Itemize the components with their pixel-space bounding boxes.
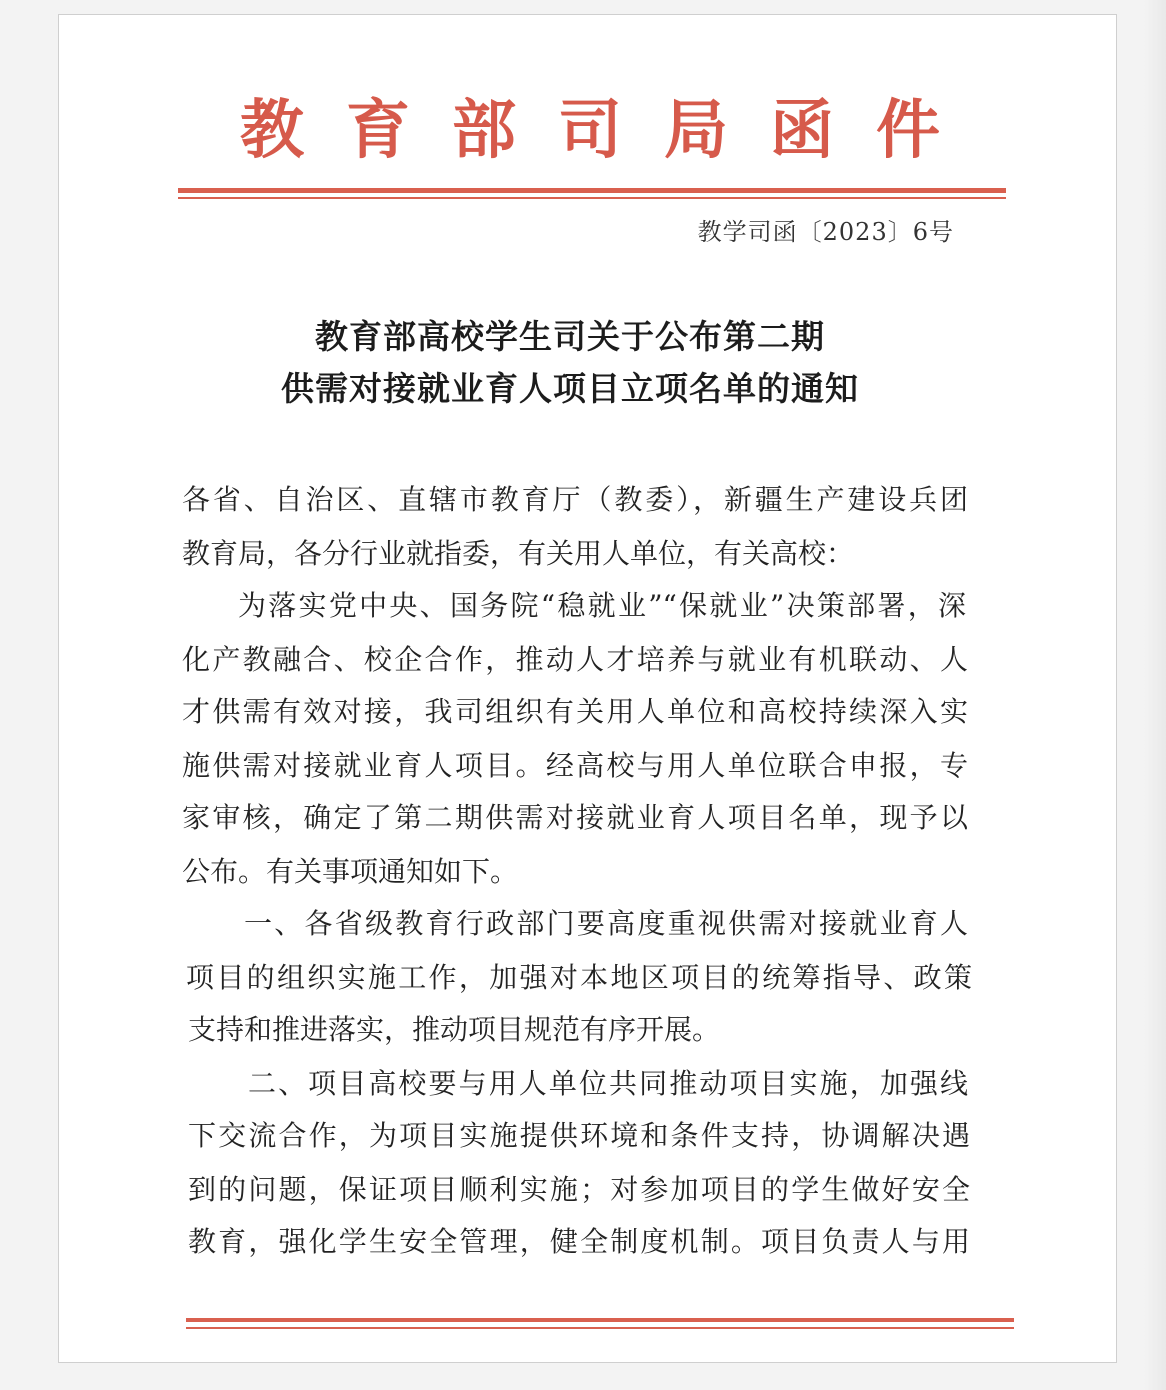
letterhead-char: 教 <box>240 94 304 168</box>
document-title-line-1: 教育部高校学生司关于公布第二期 <box>315 317 825 356</box>
body-text-line: 才供需有效对接，我司组织有关用人单位和高校持续深入实 <box>182 695 968 728</box>
body-text-line: 项目的组织实施工作，加强对本地区项目的统筹指导、政策 <box>186 961 972 994</box>
letterhead-char: 育 <box>346 94 410 168</box>
letterhead-char: 件 <box>876 94 940 168</box>
body-text-line: 到的问题，保证项目顺利实施；对参加项目的学生做好安全 <box>188 1173 970 1206</box>
body-text-line: 化产教融合、校企合作，推动人才培养与就业有机联动、人 <box>182 643 968 676</box>
footer-rule-thin <box>186 1327 1014 1329</box>
body-text-line: 教育，强化学生安全管理，健全制度机制。项目负责人与用 <box>188 1225 970 1258</box>
body-text-line: 家审核，确定了第二期供需对接就业育人项目名单，现予以 <box>182 801 968 834</box>
document-page <box>58 14 1117 1363</box>
letterhead-char: 局 <box>664 94 728 168</box>
letterhead-char: 函 <box>770 94 834 168</box>
letterhead-char: 部 <box>452 94 516 168</box>
body-text-line: 二、项目高校要与用人单位共同推动项目实施，加强线 <box>248 1067 968 1100</box>
footer-rule-thick <box>186 1318 1014 1322</box>
body-text-line: 施供需对接就业育人项目。经高校与用人单位联合申报，专 <box>182 749 968 782</box>
body-text-line: 支持和推进落实，推动项目规范有序开展。 <box>188 1013 721 1046</box>
page-edge-shadow <box>1144 0 1166 1390</box>
document-title-line-2: 供需对接就业育人项目立项名单的通知 <box>281 369 859 408</box>
letterhead <box>240 86 940 176</box>
body-text-line: 一、各省级教育行政部门要高度重视供需对接就业育人 <box>244 907 968 940</box>
letterhead-char: 司 <box>558 94 622 168</box>
body-text-line: 各省、自治区、直辖市教育厅（教委），新疆生产建设兵团 <box>182 483 968 516</box>
letterhead-rule-thin <box>178 197 1006 199</box>
body-text-line: 为落实党中央、国务院“稳就业”“保就业”决策部署，深 <box>238 589 966 622</box>
letterhead-rule-thick <box>178 188 1006 193</box>
body-text-line: 教育局，各分行业就指委，有关用人单位，有关高校： <box>182 537 855 570</box>
body-text-line: 公布。有关事项通知如下。 <box>182 855 519 888</box>
document-number: 教学司函〔2023〕6号 <box>697 218 954 246</box>
body-text-line: 下交流合作，为项目实施提供环境和条件支持，协调解决遇 <box>188 1119 970 1152</box>
